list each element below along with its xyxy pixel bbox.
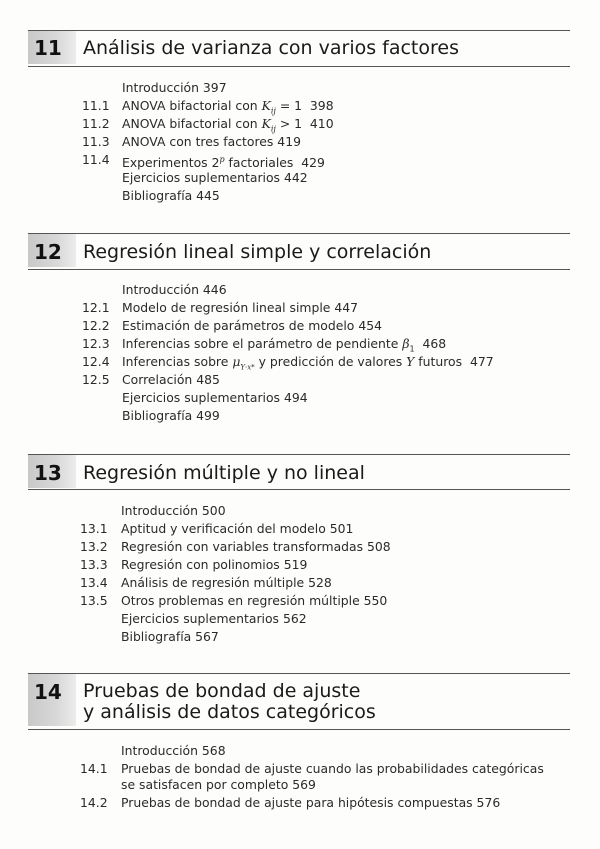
toc-entry: Otros problemas en regresión múltiple 550 [121, 593, 388, 608]
toc-entry: Regresión con variables transformadas 508 [121, 539, 391, 554]
toc-entry-number: 11.1 [82, 98, 110, 113]
toc-entry: Inferencias sobre el parámetro de pendiente $\beta_1$ 468 [122, 336, 447, 354]
toc-entry-number: 13.3 [80, 557, 108, 572]
toc-entry: Modelo de regresión lineal simple 447 [122, 300, 358, 315]
toc-entry-number: 12.5 [82, 372, 110, 387]
toc-entry-number: 11.4 [82, 152, 110, 167]
chapter-11-number: 11 [34, 36, 62, 60]
toc-entry-number: 13.5 [80, 593, 108, 608]
chapter-14-title-line-2: y análisis de datos categóricos [83, 701, 376, 723]
chapter-11-bottom-rule [28, 66, 570, 67]
toc-entry: Introducción 446 [122, 282, 227, 297]
chapter-12-top-rule [28, 233, 570, 234]
toc-entry-number: 12.4 [82, 354, 110, 369]
toc-entry: Bibliografía 499 [122, 408, 220, 423]
toc-entry-number: 11.3 [82, 134, 110, 149]
chapter-13-bottom-rule [28, 489, 570, 490]
chapter-11-title: Análisis de varianza con varios factores [83, 37, 459, 59]
chapter-12-title: Regresión lineal simple y correlación [83, 241, 432, 263]
toc-entry: Correlación 485 [122, 372, 220, 387]
chapter-12-bottom-rule [28, 269, 570, 270]
toc-entry-number: 12.2 [82, 318, 110, 333]
toc-entry-number: 14.2 [80, 795, 108, 810]
chapter-14-top-rule [28, 673, 570, 674]
toc-entry: Pruebas de bondad de ajuste para hipótesis compuestas 576 [121, 795, 501, 810]
toc-entry: Experimentos 2$^p$ factoriales 429 [122, 155, 325, 171]
chapter-14-bottom-rule [28, 729, 570, 730]
toc-entry-number: 14.1 [80, 761, 108, 776]
toc-entry-number: 13.4 [80, 575, 108, 590]
toc-entry: Bibliografía 445 [122, 188, 220, 203]
chapter-12-number: 12 [34, 240, 62, 264]
toc-entry: ANOVA bifactorial con $K_{ij} = 1$ 398 [122, 98, 334, 116]
toc-entry: ANOVA bifactorial con $K_{ij} > 1$ 410 [122, 116, 334, 134]
toc-entry-number: 12.3 [82, 336, 110, 351]
chapter-13-top-rule [28, 454, 570, 455]
toc-entry: Aptitud y verificación del modelo 501 [121, 521, 354, 536]
toc-entry: Ejercicios suplementarios 494 [122, 390, 308, 405]
toc-entry-number: 12.1 [82, 300, 110, 315]
toc-entry: Regresión con polinomios 519 [121, 557, 308, 572]
chapter-13-title: Regresión múltiple y no lineal [83, 462, 365, 484]
toc-entry-continuation: se satisfacen por completo 569 [121, 777, 316, 792]
toc-entry: Ejercicios suplementarios 562 [121, 611, 307, 626]
toc-entry: Bibliografía 567 [121, 629, 219, 644]
toc-entry: Introducción 500 [121, 503, 226, 518]
chapter-13-number: 13 [34, 461, 62, 485]
toc-entry-number: 11.2 [82, 116, 110, 131]
chapter-11-top-rule [28, 30, 570, 31]
toc-entry: Introducción 568 [121, 743, 226, 758]
toc-entry: Análisis de regresión múltiple 528 [121, 575, 332, 590]
chapter-14-title-line-1: Pruebas de bondad de ajuste [83, 680, 361, 702]
toc-entry: Pruebas de bondad de ajuste cuando las probabilidades categóricas [121, 761, 544, 776]
chapter-14-number: 14 [34, 680, 62, 704]
toc-entry: Inferencias sobre $\mu_{Y\cdot x*}$ y predicción de valores Y futuros 477 [122, 354, 494, 372]
toc-entry: Estimación de parámetros de modelo 454 [122, 318, 382, 333]
toc-entry-number: 13.1 [80, 521, 108, 536]
toc-entry-number: 13.2 [80, 539, 108, 554]
toc-entry: Introducción 397 [122, 80, 227, 95]
toc-entry: Ejercicios suplementarios 442 [122, 170, 308, 185]
toc-entry: ANOVA con tres factores 419 [122, 134, 301, 149]
